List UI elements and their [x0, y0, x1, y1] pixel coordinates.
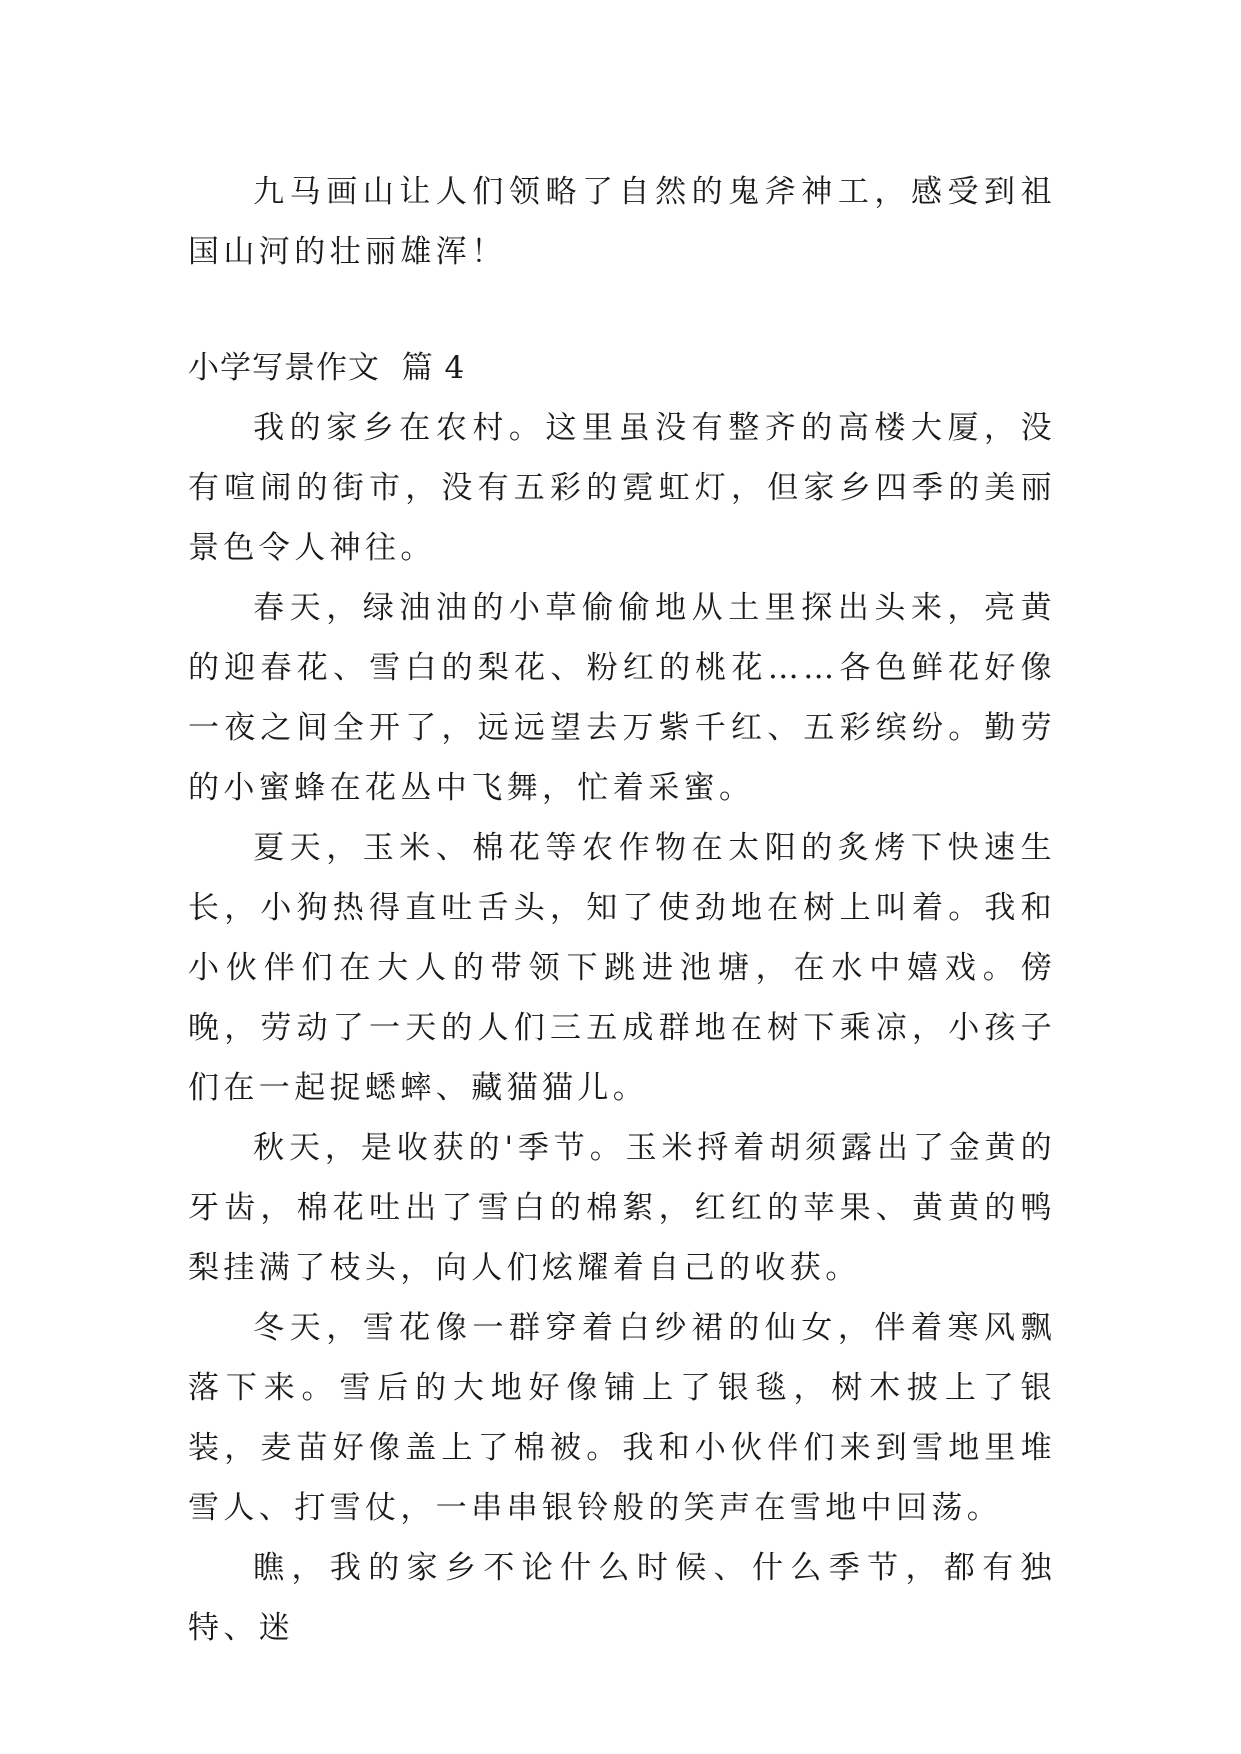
paragraph-summer: 夏天，玉米、棉花等农作物在太阳的炙烤下快速生长，小狗热得直吐舌头，知了使劲地在树上叫着。我和小伙伴们在大人的带领下跳进池塘，在水中嬉戏。傍晚，劳动了一天的人们三五成群地在树下乘凉，小孩子们在一起捉蟋蟀、藏猫猫儿。 — [188, 830, 1056, 1106]
paragraph-hometown: 我的家乡在农村。这里虽没有整齐的高楼大厦，没有喧闹的街市，没有五彩的霓虹灯，但家乡四季的美丽景色令人神往。 — [188, 410, 1056, 566]
section-heading: 小学写景作文 篇 4 — [188, 350, 466, 386]
paragraph-spring: 春天，绿油油的小草偷偷地从土里探出头来，亮黄的迎春花、雪白的梨花、粉红的桃花……各色鲜花好像一夜之间全开了，远远望去万紫千红、五彩缤纷。勤劳的小蜜蜂在花丛中飞舞，忙着采蜜。 — [188, 590, 1056, 806]
paragraph-winter: 冬天，雪花像一群穿着白纱裙的仙女，伴着寒风飘落下来。雪后的大地好像铺上了银毯，树木披上了银装，麦苗好像盖上了棉被。我和小伙伴们来到雪地里堆雪人、打雪仗，一串串银铃般的笑声在雪地中回荡。 — [188, 1310, 1056, 1526]
paragraph-conclusion: 瞧，我的家乡不论什么时候、什么季节，都有独特、迷 — [188, 1550, 1056, 1646]
document-page — [188, 162, 1056, 1658]
intro-paragraph: 九马画山让人们领略了自然的鬼斧神工，感受到祖国山河的壮丽雄浑！ — [188, 174, 1056, 270]
paragraph-autumn: 秋天，是收获的'季节。玉米捋着胡须露出了金黄的牙齿，棉花吐出了雪白的棉絮，红红的苹果、黄黄的鸭梨挂满了枝头，向人们炫耀着自己的收获。 — [188, 1130, 1056, 1286]
